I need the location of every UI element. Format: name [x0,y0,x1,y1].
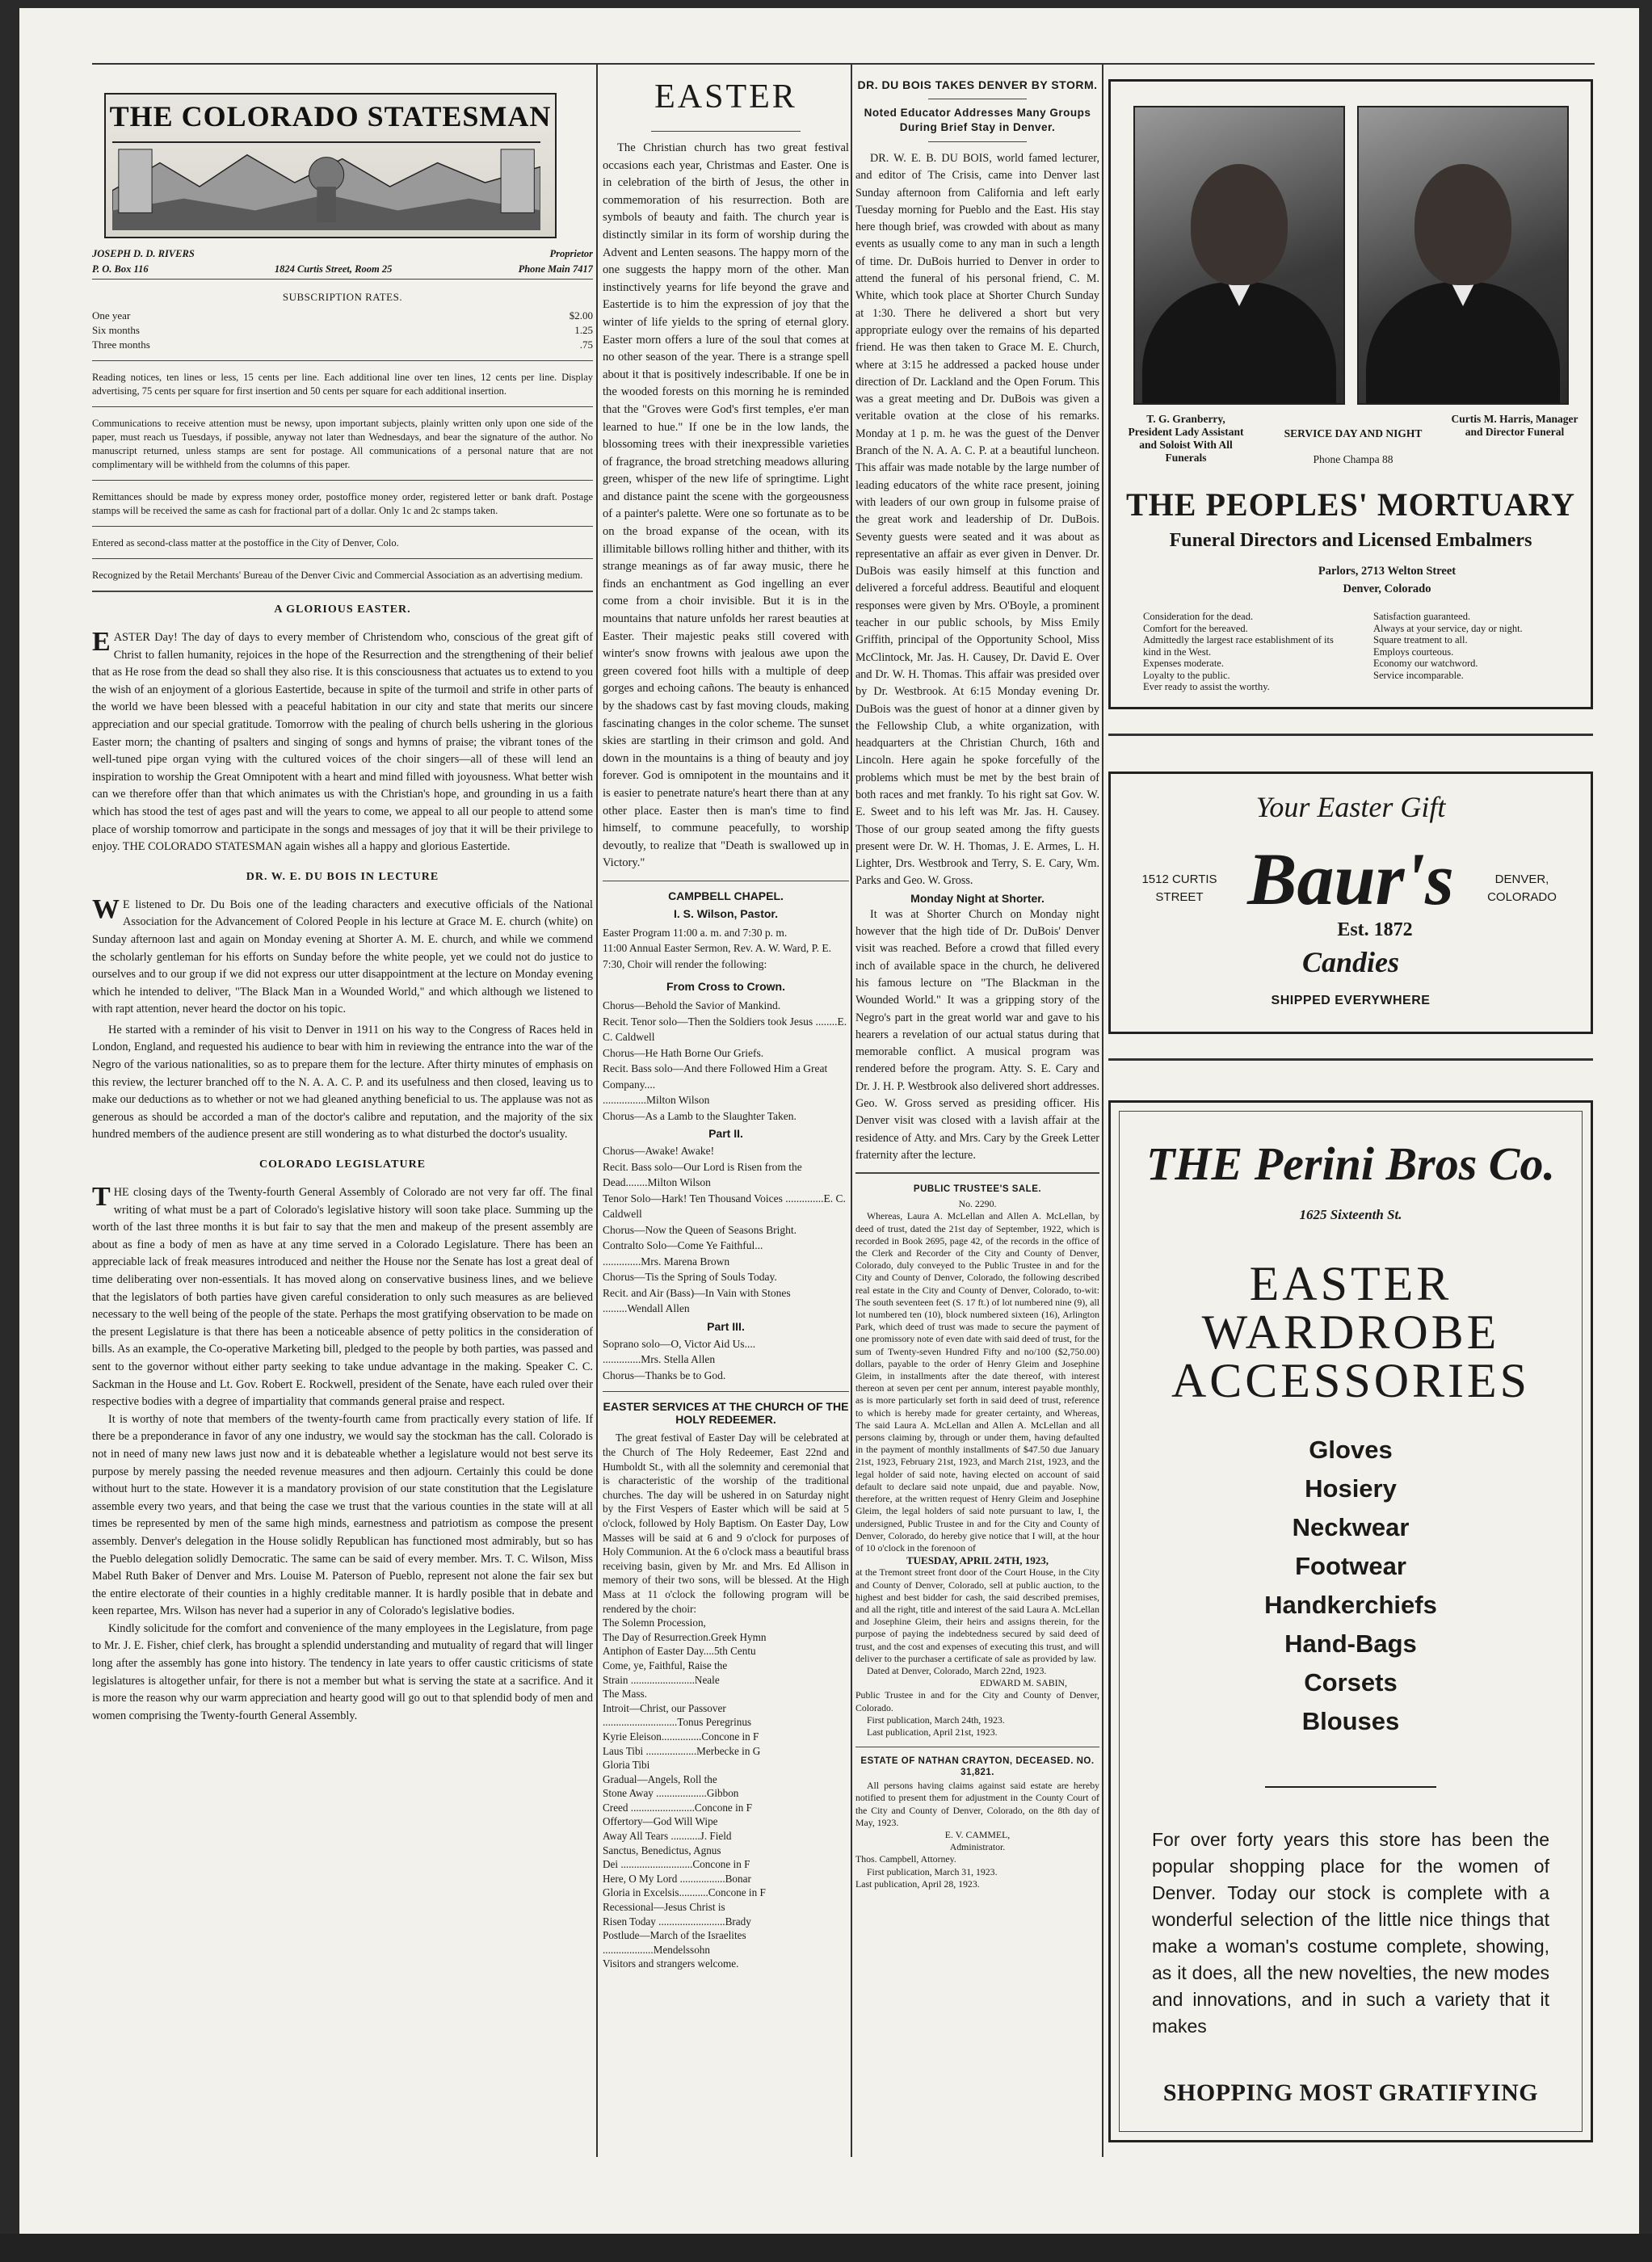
program-line: ............................Tonus Peregrinus [603,1716,752,1729]
divider [603,1391,849,1392]
estate-text: All persons having claims against said estate are hereby notified to present them for adjustment in the County Court of the City and County of Denver, Colorado, on the 8th day of May, 1923. [855,1780,1099,1828]
dubois-storm-heading: DR. DU BOIS TAKES DENVER BY STORM. [857,78,1098,91]
article-paragraph: It is worthy of note that members of the twenty-fourth came from practically every station of life. If there be a preponderance in favor of any one industry, we would say the stockman has the call. Colorado is not in need of many new laws just now and it is debateable whether a legislature would not best serve its purpose by merely passing the needed revenue measures and then adjourn. Certainly this could be done without hurt to the state. However it is a mandatory provision of our state constitution that the Legislature assemble every two years, and that being the case we trust that the various counties in the state will at all times be represented by men of the same high minds, earnestness and patriotism as compose the present assembly. Denver's delegation in the House solidly Republican has functioned most admirably, but so has the Pueblo delegation solidly Democratic. The same can be said of every member. Mrs. T. C. Wilson, Miss Mabel Ruth Baker of Denver and Mrs. Louise M. Paterson of Pueblo, represent not alone the fair sex but the entire electorate of their counties in a highly creditable manner. It is hardly posible that in debate and keen repartee, Mrs. Wilson has never had a superior in any of Colorado's legislative bodies. [92,1412,593,1618]
estate-heading: ESTATE OF NATHAN CRAYTON, DECEASED. NO. 31,821. [860,1756,1095,1778]
trustee-sale-text-2: at the Tremont street front door of the Court House, in the City and County of Denver, Colorado, sell at public auction, to the highest and best bidder for cash, the said described premises, and all the right, title and interest of the said Laura A. McLellan and Josephine Gleim, their heirs and assigns therein, for the purpose of paying the indebtedness secured by said deed of trust, and the cost and expenses of executing this trust, and will deliver to the purchaser a certificate of sale as provided by law. [855,1566,1099,1664]
dropcap: E [92,627,111,657]
dubois-storm-article-2: It was at Shorter Church on Monday night however that the high tide of Dr. DuBois' Denver visit was reached. Before a crowd that filled every inch of available space in the church, he delivered his famous lecture on "The Blackman in the Wounded World." It was a gripping story of the Negro's part in the great world war and gave to his hearers a revelation of our actual status during that memorable conflict. A musical program was rendered before the program. Atty. S. E. Cary and Dr. J. H. P. Westbrook also delivered short addresses. Geo. W. Gross served as presiding officer. His Denver visit was closed with a lavish affair at the residence of Atty. and Mrs. Cary by the Greek Letter fraternity after the lecture. [855,907,1099,1162]
program-line: Away All Tears ...........J. Field [603,1830,732,1843]
article-text: ASTER Day! The day of days to every member of Christendom who, conscious of the great gift of Christ to fallen humanity, rejoices in the hope of the Resurrection and the strengthening of their belief that as He rose from the dead so shall they also rise. It is this consciousness that actuates us to extend to you the wish of an enjoyment of a glorious Eastertide, because in spite of the turmoil and strife in other parts of the world we have been blessed with a peaceful habitation in our city and state that merits our sincere appreciation and our special gratitude. Tomorrow with the pealing of church bells ushering in the glorious Easter morn; the chanting of psalters and singing of songs and hymns of praise; the vibrant tones of the well-tuned pipe organ vying with the cultured voices of the choir singers—all of these will lend an inspiration to worship the Great Omnipotent with a heart and mind filled with joyousness. What better wish can we therefore offer than that which animates us with the Christian's hope, and grounding in us a faith which has stood the test of ages past and will the years to come, we appeal to all our people to attend some place of worship tomorrow and participate in the songs and messages of joy that it will be their privilege to enjoy. THE COLORADO STATESMAN again wishes all a happy and glorious Eastertide. [92,631,593,854]
program-line: Dei ...........................Concone in F [603,1858,750,1871]
baurs-candies: Candies [1301,946,1400,978]
program-line: Easter Program 11:00 a. m. and 7:30 p. m. [603,926,788,939]
article-paragraph: He started with a reminder of his visit to Denver in 1911 on his way to the Congress of Races held in London, England, and requested his audience to bear with him in reviewing the entrance into the war of the Negro of the various nationalities, so as to prepare them for the lecture. After thirty minutes of emphasis on this review, the lecturer branched off to the N. A. A. C. P. and its usefulness and then closed, leaving us to make our deductions as to whether or not we had gleaned anything beneficial to us. The applause was not as generous as should be accorded a man of the doctor's calibre and reputation, and the majority of the six hundred members of the audience present are still wondering as to what disturbed the doctor's usuality. [92,1023,593,1142]
office-address: 1824 Curtis Street, Room 25 [274,263,393,275]
harris-caption: Curtis M. Harris, Manager and Director Funeral [1451,413,1578,438]
mortuary-address: Parlors, 2713 Welton Street [1318,565,1457,578]
ad-separator [1108,734,1593,736]
legislature-heading: COLORADO LEGISLATURE [259,1158,427,1171]
program-line: The Day of Resurrection.Greek Hymn [603,1630,767,1643]
proprietor-row [92,248,593,260]
baurs-left-address: 1512 CURTIS STREET [1141,872,1217,904]
phone-caption: Phone Champa 88 [1313,453,1393,465]
perini-border [1119,1111,1583,2132]
program-line: Risen Today .........................Brady [603,1915,751,1928]
program-line: ..............Mrs. Marena Brown [603,1255,730,1268]
newspaper-page [19,8,1639,2234]
easter-column [603,73,849,2157]
perini-item-list [1120,1431,1582,1741]
perini-headline-1: EASTER [1249,1257,1452,1310]
subscription-rates [92,309,593,352]
holy-redeemer-heading: EASTER SERVICES AT THE CHURCH OF THE HOLY REDEEMER. [603,1400,849,1427]
perini-item: Footwear [1295,1552,1406,1580]
mortuary-city: Denver, Colorado [1343,582,1431,595]
proprietor-name: JOSEPH D. D. RIVERS [92,248,195,259]
mortuary-subtitle: Funeral Directors and Licensed Embalmers [1169,530,1532,551]
mortuary-claim: Satisfaction guaranteed. [1373,611,1471,622]
divider [92,591,593,592]
campbell-intro [603,925,849,973]
remittances-notice: Remittances should be made by express money order, postoffice money order, registered letter or bank draft. Postage stamps will be received the same as cash for fractional part of a dollar. Only 1c and 2c stamps taken. [92,491,593,516]
program-line: Come, ye, Faithful, Raise the [603,1659,728,1671]
mortuary-claim: Admittedly the largest race establishment of its kind in the West. [1143,634,1334,658]
estate-first-publication: First publication, March 31, 1923. [867,1865,998,1877]
mortuary-claims-right [1373,611,1575,681]
mortuary-claims-left [1143,611,1345,693]
entered-notice: Entered as second-class matter at the postoffice in the City of Denver, Colo. [92,537,399,549]
mortuary-claim: Loyalty to the public. [1143,669,1230,681]
part-heading: Part III. [707,1319,745,1333]
estate-last-publication: Last publication, April 28, 1923. [855,1877,980,1890]
perini-headline-2: WARDROBE [1201,1305,1500,1359]
program-line: Chorus—Behold the Savior of Mankind. [603,999,781,1012]
trustee-sale-number: No. 2290. [958,1198,997,1210]
monday-heading: Monday Night at Shorter. [910,891,1045,905]
perini-address: 1625 Sixteenth St. [1299,1207,1402,1222]
trustee-sale-text: Whereas, Laura A. McLellan and Allen A. McLellan, by deed of trust, dated the 21st day of September, 1922, which is recorded in Book 2695, page 42, of the records in the office of the Clerk and Recorder of the City and County of Denver, Colorado, duly conveyed to the Public Trustee in and for the City and County of Denver, Colorado, the following described real estate in the City and County of Denver, Colorado, to-wit: The south seventeen feet (S. 17 ft.) of lot numbered nine (9), all lot numbered ten (10), block numbered sixteen (16), Arlington Park, which deed of trust was made to secure the payment of one promissory note of even date with said deed of trust, for the sum of Twenty-seven Hundred Fifty and no/100 ($2,750.00) dollars, payable to the order of Henry Gleim and Josephine Gleim, in installments after the date thereof, with interest thereon at seven per cent per annum, interest payable monthly, as is more particularly set forth in said deed of trust, reference to which is hereby made for greater certainty, and Whereas, The said Laura A. McLellan and Allen A. McLellan and all persons claiming by, through or under them, having defaulted in the payment of monthly installments of $47.50 due January 21st, 1923, February 21st, 1923, and March 21st, 1923, and the legal holder of said note, having elected on account of said default to declare said note unpaid, due and payable. Now, therefore, at the written request of Henry Gleim and Josephine Gleim, the legal holders of said note pursuant to law, I, the undersigned, Public Trustee in and for the City and County of Denver, Colorado, do hereby give notice that I will, at the hour of 10 o'clock in the forenoon of [855,1210,1099,1554]
dropcap: W [92,893,120,924]
scan-border [0,2234,1652,2262]
article-paragraph: Kindly solicitude for the comfort and convenience of the many employees in the Legislature, from page to Mr. J. E. Fisher, chief clerk, has brought a splendid understanding and mutuality of regard that will linger long after the assembly has gone into history. The tendency in late years to offer caustic criticisms of state legislatures is altogether unfair, for there is not a member but what is serving the state at a sacrifice. And it is more the reason why our warm appreciation and hearty good will go out to that splendid body of men and women comprising the Twenty-fourth General Assembly. [92,1621,593,1722]
perini-headline-3: ACCESSORIES [1171,1354,1531,1407]
program-line: Soprano solo—O, Victor Aid Us.... [603,1337,756,1350]
recognized-notice: Recognized by the Retail Merchants' Bureau of the Denver Civic and Commercial Association as an advertising medium. [92,570,583,581]
program-line: Sanctus, Benedictus, Agnus [603,1844,721,1856]
holy-redeemer-text: The great festival of Easter Day will be celebrated at the Church of The Holy Redeemer, East 22nd and Humboldt St., with all the solemnity and ceremonial that is characteristic of the worship of the traditional churches. The day will be ushered in on Saturday night by the First Vespers of Easter which will be said at 5 o'clock, followed by Holy Baptism. On Easter Day, Low Masses will be said at 6 and 9 o'clock for purposes of Holy Communion. At the 6 o'clock mass a beautiful brass receiving basin, given by Mr. and Mrs. Ed Allison in memory of their two sons, will be blessed. At the High Mass at 11 o'clock the following program will be rendered by the choir: [603,1432,849,1615]
mortuary-claim: Employs courteous. [1373,645,1454,658]
reading-notices: Reading notices, ten lines or less, 15 cents per line. Each additional line over ten lines, 12 cents per line. Display advertising, 75 cents per square for first insertion and 50 cents per square for each additional insertion. [92,372,593,397]
peoples-mortuary-ad [1108,79,1593,709]
estate-attorney: Thos. Campbell, Attorney. [855,1853,956,1865]
masthead [104,93,557,238]
subscription-title: SUBSCRIPTION RATES. [282,291,403,303]
news-column [855,73,1099,2157]
program-line: Chorus—As a Lamb to the Slaughter Taken. [603,1109,797,1122]
divider [651,131,801,132]
program-line: Introit—Christ, our Passover [603,1701,726,1714]
rate-price: .75 [579,338,593,351]
mortuary-claim: Square treatment to all. [1373,634,1468,645]
easter-article: The Christian church has two great festival occasions each year, Christmas and Easter. One is in celebration of the birth of Jesus, the other in commemoration of his resurrection. Both are symbols of beauty and faith. The church year is distinctly similar in its form of worship during the Advent and Lenten seasons. The happy morn of the one suggests the happy morn of the other. Man instinctively yearns for life beyond the grave and Eastertide is to him the expression of joy that the winter of life yields to the spring of eternal glory. Easter morn offers a lure of the soul that comes at no other season of the year. There is a strange spell about it that is positively indescribable. If one be in the wooded forests on this morning he is reminded that the "Groves were God's first temples, e'er man learned to hue." If one be in the low lands, the blossoming trees with their inexpressible varieties of fragrance, the broad stretching meadows alluring green, whisper of the new life of springtime. Light and distance paint the scene with the gorgeousness of a painter's palette. Were one so fortunate as to be on the broad expanse of the ocean, with its illimitable billows rolling hither and thither, with its strange meanings as of far away music, there he finds an enchantment as God ingelling an ever come from a choir invisible. But it is in the mountains that nature unfolds her rarest beauties at Easter. Their majestic peaks still covered with winter's snow frowns with jealous awe upon the green covered foot hills with a multiple of deep gorges and echoing cañons. The beauty is enhanced by the shadows cast by fast moving clouds, making fascinating changes in the color scheme. The sunset skies are startling in their crimson and gold. And down in the mountains is a thing of beauty and joy forever. God is omnipotent in the mountains and it is easier to penetrate nature's heart there than at any other place. Easter then is man's time to find himself, to commune peacefully, to worship devoutly, to realize that "Death is swallowed up in Victory." [603,141,849,870]
campbell-program-part1 [603,998,849,1124]
divider [855,1172,1099,1174]
top-rule [92,63,1595,65]
article-text: E listened to Dr. Du Bois one of the leading characters and executive officials of the National Association for the Advancement of Colored People in his lecture at Grace M. E. church (white) on Sunday afternoon last and again on Monday evening at Shorter A. M. E. church, and while we commend the scholarly gentleman for his efforts on Sunday before the white people, yet we could not do justice to ourselves and to our group if we did not express our utter disappointment at the lecture on Monday evening which he intended to deliver, "The Black Man in a Wounded World," and which although we listened to with rapt attention, never heard the doctor on his topic. [92,898,593,1016]
program-line: The Mass. [603,1688,647,1701]
program-line: Postlude—March of the Israelites ...................Mendelssohn [603,1929,746,1956]
part-heading: From Cross to Crown. [666,980,785,994]
perini-item: Blouses [1301,1707,1400,1735]
mortuary-claim: Ever ready to assist the worthy. [1143,681,1270,692]
dubois-storm-subhead: Noted Educator Addresses Many Groups During Brief Stay in Denver. [864,107,1091,133]
legislature-article [92,1184,593,1725]
trustee-signer-title: Public Trustee in and for the City and County of Denver, Colorado. [855,1689,1099,1713]
divider [92,406,593,407]
program-line: Recit. Bass solo—Our Lord is Risen from the Dead........Milton Wilson [603,1160,802,1189]
dubois-storm-article: DR. W. E. B. DU BOIS, world famed lecturer, and editor of The Crisis, came into Denver last Sunday afternoon from California and left early Tuesday morning for Pueblo and the East. His stay here though brief, was crowded with about as many events as usually come to any man in such a length of time. Dr. DuBois hurried to Denver in order to attend the funeral of his personal friend, C. M. White, which took place at Shorter Church Sunday at 1:30. There he delivered a short but very appropriate eulogy over the remains of his departed friend. He was then taken to Grace M. E. Church, where at 3:15 he addressed a packed house under direction of Dr. Lackland and the Open Forum. This was a great meeting and Dr. DuBois was given a veritable ovation at the close of his remarks. Monday at 1 p. m. he was the guest of the Denver Branch of the N. A. A. C. P. at a beautiful luncheon. This affair was made notable by the large number of leading educators of the white race present, joining with leaders of our own group in fulsome praise of the great work and leadership of Dr. DuBois. Seventy guests were seated and it was about as representative an affair as ever given in Denver. Dr. DuBois was easily himself at this function and delivered a forceful address. Beautiful and eloquent responses were given by Mrs. O'Boyle, a prominent teacher in our public schools, by Miss Emily Griffith, principal of the Opportunity School, Miss McClintock, Mr. Jas. H. Causey, Dr. David E. Over and Dr. W. H. Thomas. This affair was presided over by Dr. Westbrook. At 6:15 Monday evening Dr. DuBois was the guest of honor at a dinner given by the Fellowship Club, a white organization, with headquarters at the Christian Church, 16th and Lincoln. Here again he spoke forcefully of the problems which must be met by the best brain of both races and met frankly. To his right sat Gov. W. E. Sweet and to his left was Mr. Jas. H. Causey. Those of our group seated among the fifty guests present were Dr. W. H. Thomas, J. E. Armes, L. H. Lighter, Drs. Westbrook and Terry, S. E. Cary, Wm. Parks and Geo. W. Gross. [855,152,1099,888]
program-line: Gradual—Angels, Roll the [603,1772,717,1785]
program-line: Offertory—God Will Wipe [603,1815,718,1828]
column-rule-2 [851,65,852,2157]
program-line: 11:00 Annual Easter Sermon, Rev. A. W. Ward, P. E. [603,942,832,955]
rate-term: Three months [92,338,150,351]
program-line: Recit. Bass solo—And there Followed Him a Great Company.... [603,1062,828,1091]
service-caption: SERVICE DAY AND NIGHT [1284,427,1423,439]
program-line: Creed ........................Concone in F [603,1801,752,1814]
baurs-candies-ad [1108,772,1593,1034]
mortuary-claim: Always at your service, day or night. [1373,622,1523,634]
masthead-title: THE COLORADO STATESMAN [109,100,552,132]
proprietor-label: Proprietor [549,248,593,259]
program-line: Laus Tibi ...................Merbecke in G [603,1744,761,1757]
perini-item: Corsets [1304,1668,1398,1696]
divider [92,360,593,361]
mortuary-claim: Consideration for the dead. [1143,611,1254,622]
program-line: Recessional—Jesus Christ is [603,1901,725,1914]
estate-signer-title: Administrator. [949,1841,1006,1853]
mortuary-claim: Service incomparable. [1373,669,1464,681]
program-line: Contralto Solo—Come Ye Faithful... [603,1239,763,1252]
divider [1265,1786,1436,1788]
campbell-program-part3 [603,1336,849,1384]
dubois-lecture-heading: DR. W. E. DU BOIS IN LECTURE [246,870,439,883]
perini-item: Hand-Bags [1284,1629,1417,1658]
baurs-tagline: Your Easter Gift [1255,791,1446,823]
perini-item: Neckwear [1292,1513,1410,1541]
editorial-column [92,73,593,2157]
address-row [92,263,593,280]
perini-footer: SHOPPING MOST GRATIFYING [1162,2079,1539,2106]
program-line: Gloria Tibi [603,1759,650,1772]
campbell-pastor: I. S. Wilson, Pastor. [673,906,778,920]
baurs-established: Est. 1872 [1337,919,1413,940]
column-rule-1 [596,65,598,2157]
dropcap: T [92,1182,111,1213]
campbell-chapel-heading: CAMPBELL CHAPEL. [668,889,784,902]
program-line: Chorus—He Hath Borne Our Griefs. [603,1046,764,1059]
program-line: Chorus—Tis the Spring of Souls Today. [603,1271,777,1284]
mortuary-claim: Expenses moderate. [1143,658,1224,669]
program-line: Stone Away ...................Gibbon [603,1787,739,1800]
program-line: ..............Mrs. Stella Allen [603,1353,716,1366]
program-line: Gloria in Excelsis...........Concone in F [603,1886,766,1899]
trustee-sale-heading: PUBLIC TRUSTEE'S SALE. [913,1184,1042,1195]
program-line: Chorus—Thanks be to God. [603,1369,726,1381]
program-line: Recit. and Air (Bass)—In Vain with Stones .........Wendall Allen [603,1286,791,1315]
divider [928,141,1027,142]
perini-item: Handkerchiefs [1264,1591,1437,1619]
po-box: P. O. Box 116 [92,263,149,275]
mortuary-claim: Economy our watchword. [1373,658,1478,669]
granberry-photo [1133,106,1345,405]
perini-bros-ad [1108,1100,1593,2142]
program-line: Chorus—Now the Queen of Seasons Bright. [603,1223,797,1236]
trustee-sale-date: TUESDAY, APRIL 24TH, 1923, [906,1554,1049,1567]
glorious-easter-heading: A GLORIOUS EASTER. [274,603,411,616]
last-publication: Last publication, April 21st, 1923. [867,1726,998,1738]
rate-row [92,338,593,352]
divider [92,480,593,481]
campbell-program-part2 [603,1143,849,1317]
program-line: The Solemn Procession, [603,1617,706,1629]
divider [92,526,593,527]
ad-separator [1108,1058,1593,1061]
perini-body: For over forty years this store has been the popular shopping place for the women of Denver. Today our stock is complete with a wonderful selection of the little nice things that make a woman's costume complete, showing, as it does, all the new novelties, the new modes and innovations, and in such a variety that it makes [1152,1829,1549,2037]
program-line: Chorus—Awake! Awake! [603,1145,715,1158]
rate-price: 1.25 [574,324,593,336]
harris-photo [1357,106,1569,405]
rate-row [92,309,593,323]
program-line: Here, O My Lord .................Bonar [603,1872,751,1885]
rate-price: $2.00 [569,309,593,322]
rate-row [92,323,593,338]
program-line: Recit. Tenor solo—Then the Soldiers took Jesus ........E. C. Caldwell [603,1015,847,1044]
perini-logo: THE Perini Bros Co. [1146,1137,1555,1190]
part-heading: Part II. [708,1127,743,1141]
baurs-right-address: DENVER, COLORADO [1487,872,1557,904]
program-line: 7:30, Choir will render the following: [603,957,767,970]
phone-number: Phone Main 7417 [518,263,593,275]
first-publication: First publication, March 24th, 1923. [867,1713,1005,1726]
divider [92,558,593,559]
estate-signer: E. V. CAMMEL, [944,1828,1011,1840]
baurs-logo: Baur's [1247,838,1454,920]
rate-term: One year [92,309,131,322]
program-line: Strain ........................Neale [603,1673,720,1686]
easter-heading: EASTER [654,78,797,116]
masthead-illustration [112,141,540,230]
communications-notice: Communications to receive attention must be newsy, upon important subjects, plainly written only upon one side of the paper, must reach us Tuesdays, if possible, anyway not later than Wednesdays, and bear the signature of the author. No manuscript returned, unless stamps are sent for postage. All communications of a personal nature that are not complimentary will be withheld from the columns of this paper. [92,418,593,470]
perini-item: Hosiery [1305,1474,1397,1503]
program-line: ................Milton Wilson [603,1094,710,1107]
baurs-shipped: SHIPPED EVERYWHERE [1271,994,1431,1007]
mortuary-title: THE PEOPLES' MORTUARY [1125,486,1576,523]
program-line: Visitors and strangers welcome. [603,1957,739,1970]
article-text: HE closing days of the Twenty-fourth General Assembly of Colorado are not very far off. The final writing of what must be a part of Colorado's legislative history will soon take place. Summing up the worth of the last three months it is but fair to say that the men and makeup of the present assembly are about as fine a body of men as have at any time served in a Colorado Legislature. There has been an appreciable lack of freak measures introduced and neither the House nor the Senate has lost a great deal of time deliberating over non-essentials. It has moved along on conservative business lines, and we believe that the legislators of both parties have given careful consideration to only such measures as are believed necessary to the well being of the people of the state. Perhaps the most gratifying observation to be made on the present Legislature is that there has been a noticeable absence of petty politics in the consideration of bills. As an example, the Co-operative Marketing bill, pledged to the people by both parties, was passed and sent to the governor without either party seeking to take undue advantage in the making. Speaker C. C. Sackman in the House and Lt. Gov. Robert E. Rockwell, president of the Senate, have each ruled over their respective bodies with a degree of impartiality that commands general praise and respect. [92,1186,593,1409]
granberry-caption: T. G. Granberry, President Lady Assistant and Soloist With All Funerals [1128,413,1244,464]
program-line: Antiphon of Easter Day....5th Centu [603,1645,756,1658]
program-line: Tenor Solo—Hark! Ten Thousand Voices ..............E. C. Caldwell [603,1192,846,1221]
mortuary-claim: Comfort for the bereaved. [1143,622,1248,634]
perini-item: Gloves [1309,1436,1393,1464]
trustee-signer: EDWARD M. SABIN, [979,1677,1067,1689]
glorious-easter-article [92,629,593,856]
rate-term: Six months [92,324,140,336]
column-rule-3 [1102,65,1103,2157]
holy-redeemer-program [603,1616,849,1971]
trustee-sale-dated: Dated at Denver, Colorado, March 22nd, 1923. [867,1664,1047,1676]
program-line: Kyrie Eleison...............Concone in F [603,1730,759,1743]
dubois-lecture-article [92,893,593,1144]
